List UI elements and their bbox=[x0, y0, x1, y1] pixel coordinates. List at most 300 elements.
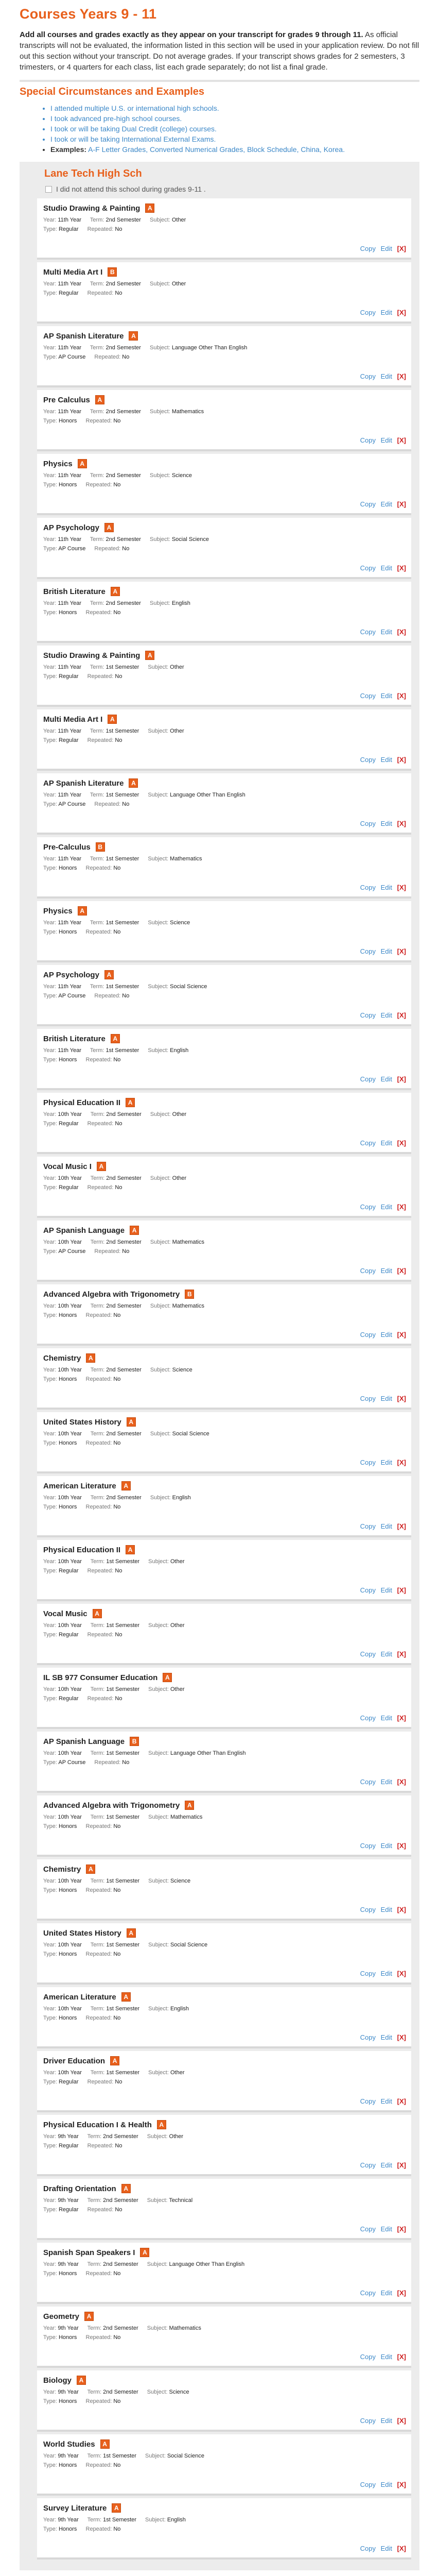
course-actions bbox=[357, 1650, 406, 1658]
term-value: 2nd Semester bbox=[106, 1303, 142, 1309]
course-meta-row-1 bbox=[43, 726, 407, 736]
delete-link[interactable]: [X] bbox=[397, 1267, 406, 1275]
year-label: Year: bbox=[43, 2070, 57, 2076]
type-value: Regular bbox=[58, 1121, 79, 1127]
copy-link[interactable]: Copy bbox=[360, 1075, 376, 1083]
subject-label: Subject: bbox=[148, 984, 169, 990]
copy-link[interactable]: Copy bbox=[360, 628, 376, 636]
edit-link[interactable]: Edit bbox=[380, 1522, 393, 1530]
course-meta-row-2 bbox=[43, 2077, 407, 2087]
edit-link[interactable]: Edit bbox=[380, 1203, 393, 1211]
type-label: Type: bbox=[43, 1887, 57, 1893]
course-actions bbox=[357, 1139, 406, 1147]
edit-link[interactable]: Edit bbox=[380, 692, 393, 700]
course-title-row bbox=[43, 906, 407, 916]
delete-link[interactable]: [X] bbox=[397, 1011, 406, 1019]
edit-link[interactable]: Edit bbox=[380, 309, 393, 316]
course-name: Physical Education II bbox=[43, 1098, 121, 1107]
delete-link[interactable]: [X] bbox=[397, 1650, 406, 1658]
grade-badge: A bbox=[121, 2184, 131, 2193]
course-actions bbox=[357, 884, 406, 891]
course-meta-row-1 bbox=[43, 1812, 407, 1822]
subject-value: Mathematics bbox=[172, 1239, 204, 1245]
subject-value: Science bbox=[171, 472, 192, 479]
term-label: Term: bbox=[90, 1558, 105, 1565]
delete-link[interactable]: [X] bbox=[397, 628, 406, 636]
delete-link[interactable]: [X] bbox=[397, 2161, 406, 2169]
special-item[interactable] bbox=[50, 103, 419, 113]
subject-label: Subject: bbox=[150, 1431, 171, 1437]
term-value: 2nd Semester bbox=[106, 1431, 142, 1437]
edit-link[interactable]: Edit bbox=[380, 500, 393, 508]
grade-badge: A bbox=[163, 1673, 172, 1682]
course-actions bbox=[357, 1970, 406, 1977]
course-actions bbox=[357, 564, 406, 572]
edit-link[interactable]: Edit bbox=[380, 1331, 393, 1338]
course-name: AP Spanish Language bbox=[43, 1226, 125, 1235]
delete-link[interactable]: [X] bbox=[397, 820, 406, 827]
course-meta-row-1 bbox=[43, 2515, 407, 2524]
edit-link[interactable]: Edit bbox=[380, 1395, 393, 1402]
repeated-value: No bbox=[115, 290, 122, 296]
edit-link[interactable]: Edit bbox=[380, 2417, 393, 2425]
course-actions bbox=[357, 2097, 406, 2105]
delete-link[interactable]: [X] bbox=[397, 2225, 406, 2233]
year-label: Year: bbox=[43, 1558, 57, 1565]
special-link-multiple-schools[interactable]: I attended multiple U.S. or international high schools. bbox=[50, 104, 219, 112]
copy-link[interactable]: Copy bbox=[360, 1842, 376, 1850]
edit-link[interactable]: Edit bbox=[380, 756, 393, 764]
repeated-value: No bbox=[115, 1632, 122, 1638]
repeated-label: Repeated: bbox=[87, 2143, 114, 2149]
term-label: Term: bbox=[90, 1686, 105, 1692]
edit-link[interactable]: Edit bbox=[380, 1459, 393, 1466]
repeated-label: Repeated: bbox=[87, 1696, 114, 1702]
repeated-label: Repeated: bbox=[85, 1312, 112, 1318]
delete-link[interactable]: [X] bbox=[397, 1778, 406, 1786]
edit-link[interactable]: Edit bbox=[380, 2225, 393, 2233]
delete-link[interactable]: [X] bbox=[397, 1842, 406, 1850]
delete-link[interactable]: [X] bbox=[397, 1522, 406, 1530]
course-title-row bbox=[43, 1290, 407, 1299]
delete-link[interactable]: [X] bbox=[397, 947, 406, 955]
year-label: Year: bbox=[43, 2517, 57, 2523]
term-label: Term: bbox=[90, 984, 104, 990]
delete-link[interactable]: [X] bbox=[397, 245, 406, 252]
course-card bbox=[37, 1987, 411, 2048]
copy-link[interactable]: Copy bbox=[360, 1395, 376, 1402]
delete-link[interactable]: [X] bbox=[397, 756, 406, 764]
repeated-label: Repeated: bbox=[85, 2462, 112, 2468]
copy-link[interactable]: Copy bbox=[360, 2545, 376, 2552]
course-name: Multi Media Art I bbox=[43, 267, 103, 277]
delete-link[interactable]: [X] bbox=[397, 1203, 406, 1211]
repeated-value: No bbox=[113, 1376, 121, 1382]
copy-link[interactable]: Copy bbox=[360, 1778, 376, 1786]
copy-link[interactable]: Copy bbox=[360, 1586, 376, 1594]
repeated-value: No bbox=[113, 2462, 121, 2468]
term-label: Term: bbox=[87, 2197, 102, 2204]
special-item[interactable] bbox=[50, 124, 419, 134]
copy-link[interactable]: Copy bbox=[360, 1522, 376, 1530]
type-value: Regular bbox=[58, 2207, 79, 2213]
repeated-value: No bbox=[113, 1504, 121, 1510]
edit-link[interactable]: Edit bbox=[380, 1075, 393, 1083]
delete-link[interactable]: [X] bbox=[397, 500, 406, 508]
course-title-row bbox=[43, 587, 407, 596]
year-label: Year: bbox=[43, 984, 57, 990]
repeated-value: No bbox=[115, 673, 122, 680]
delete-link[interactable]: [X] bbox=[397, 1906, 406, 1913]
type-label: Type: bbox=[43, 1823, 57, 1829]
copy-link[interactable]: Copy bbox=[360, 1714, 376, 1722]
term-label: Term: bbox=[90, 1047, 104, 1054]
type-value: Honors bbox=[58, 1440, 77, 1446]
copy-link[interactable]: Copy bbox=[360, 2161, 376, 2169]
grade-badge: A bbox=[93, 1609, 102, 1618]
repeated-value: No bbox=[113, 609, 121, 616]
course-card bbox=[37, 198, 411, 260]
course-title-row bbox=[43, 459, 407, 468]
copy-link[interactable]: Copy bbox=[360, 436, 376, 444]
edit-link[interactable]: Edit bbox=[380, 245, 393, 252]
copy-link[interactable]: Copy bbox=[360, 2097, 376, 2105]
course-meta-row-1 bbox=[43, 1621, 407, 1630]
course-meta-row-2 bbox=[43, 1375, 407, 1384]
repeated-value: No bbox=[113, 929, 121, 935]
subject-label: Subject: bbox=[147, 2261, 168, 2267]
subject-value: Mathematics bbox=[170, 856, 202, 862]
grade-badge: A bbox=[111, 587, 120, 596]
edit-link[interactable]: Edit bbox=[380, 2033, 393, 2041]
subject-value: Mathematics bbox=[171, 409, 204, 415]
course-card bbox=[37, 709, 411, 771]
grade-badge: B bbox=[185, 1290, 194, 1299]
delete-link[interactable]: [X] bbox=[397, 2417, 406, 2425]
edit-link[interactable]: Edit bbox=[380, 372, 393, 380]
year-value: 10th Year bbox=[58, 1367, 82, 1373]
delete-link[interactable]: [X] bbox=[397, 309, 406, 316]
subject-value: Mathematics bbox=[170, 1814, 203, 1820]
term-value: 2nd Semester bbox=[106, 409, 141, 415]
term-value: 2nd Semester bbox=[106, 1175, 142, 1181]
grade-badge: A bbox=[121, 1481, 131, 1490]
delete-link[interactable]: [X] bbox=[397, 1586, 406, 1594]
delete-link[interactable]: [X] bbox=[397, 1395, 406, 1402]
year-value: 11th Year bbox=[58, 792, 82, 798]
edit-link[interactable]: Edit bbox=[380, 1778, 393, 1786]
copy-link[interactable]: Copy bbox=[360, 692, 376, 700]
edit-link[interactable]: Edit bbox=[380, 1714, 393, 1722]
grade-badge: A bbox=[95, 395, 104, 404]
subject-value: Other bbox=[170, 664, 184, 670]
copy-link[interactable]: Copy bbox=[360, 1267, 376, 1275]
edit-link[interactable]: Edit bbox=[380, 2097, 393, 2105]
subject-value: Social Science bbox=[167, 2453, 204, 2459]
edit-link[interactable]: Edit bbox=[380, 2481, 393, 2488]
type-label: Type: bbox=[43, 2334, 57, 2341]
course-name: United States History bbox=[43, 1417, 121, 1427]
course-name: Physical Education I & Health bbox=[43, 2120, 152, 2129]
edit-link[interactable]: Edit bbox=[380, 2161, 393, 2169]
term-label: Term: bbox=[90, 281, 104, 287]
examples-label: Examples: bbox=[50, 145, 87, 154]
course-meta-row-1 bbox=[43, 1685, 407, 1694]
copy-link[interactable]: Copy bbox=[360, 2289, 376, 2297]
edit-link[interactable]: Edit bbox=[380, 2545, 393, 2552]
edit-link[interactable]: Edit bbox=[380, 1906, 393, 1913]
grade-badge: A bbox=[86, 1353, 95, 1363]
edit-link[interactable]: Edit bbox=[380, 436, 393, 444]
term-value: 1st Semester bbox=[106, 792, 139, 798]
term-label: Term: bbox=[90, 1303, 105, 1309]
course-meta-row-2 bbox=[43, 736, 407, 745]
delete-link[interactable]: [X] bbox=[397, 692, 406, 700]
year-label: Year: bbox=[43, 1495, 57, 1501]
course-meta-row-2 bbox=[43, 352, 407, 362]
grade-badge: A bbox=[145, 651, 154, 660]
course-name: Pre Calculus bbox=[43, 395, 90, 404]
year-label: Year: bbox=[43, 2389, 57, 2395]
special-link-pre-high-school[interactable]: I took advanced pre-high school courses. bbox=[50, 114, 182, 123]
course-title-row bbox=[43, 2120, 407, 2129]
repeated-label: Repeated: bbox=[87, 2079, 114, 2085]
not-attend-checkbox[interactable] bbox=[45, 186, 52, 193]
term-value: 2nd Semester bbox=[106, 1367, 142, 1373]
edit-link[interactable]: Edit bbox=[380, 2289, 393, 2297]
term-value: 2nd Semester bbox=[106, 1111, 142, 1117]
course-meta-row-1 bbox=[43, 2068, 407, 2077]
course-card bbox=[37, 1732, 411, 1793]
term-label: Term: bbox=[90, 1367, 105, 1373]
course-name: American Literature bbox=[43, 1481, 116, 1490]
subject-value: Other bbox=[169, 2133, 184, 2140]
term-value: 2nd Semester bbox=[103, 2197, 138, 2204]
term-value: 1st Semester bbox=[103, 2453, 136, 2459]
type-label: Type: bbox=[43, 737, 57, 743]
course-name: Advanced Algebra with Trigonometry bbox=[43, 1801, 180, 1810]
year-label: Year: bbox=[43, 2133, 57, 2140]
delete-link[interactable]: [X] bbox=[397, 1075, 406, 1083]
course-actions bbox=[357, 1714, 406, 1722]
edit-link[interactable]: Edit bbox=[380, 2353, 393, 2361]
delete-link[interactable]: [X] bbox=[397, 372, 406, 380]
delete-link[interactable]: [X] bbox=[397, 1970, 406, 1977]
course-actions bbox=[357, 756, 406, 764]
delete-link[interactable]: [X] bbox=[397, 2097, 406, 2105]
year-value: 10th Year bbox=[58, 1495, 82, 1501]
special-item[interactable] bbox=[50, 134, 419, 144]
edit-link[interactable]: Edit bbox=[380, 1842, 393, 1850]
delete-link[interactable]: [X] bbox=[397, 1459, 406, 1466]
edit-link[interactable]: Edit bbox=[380, 628, 393, 636]
copy-link[interactable]: Copy bbox=[360, 820, 376, 827]
edit-link[interactable]: Edit bbox=[380, 1267, 393, 1275]
repeated-label: Repeated: bbox=[85, 1504, 112, 1510]
year-value: 10th Year bbox=[58, 1942, 82, 1948]
special-link-external-exams[interactable]: I took or will be taking International External Exams. bbox=[50, 135, 216, 143]
course-meta-row-2 bbox=[43, 1247, 407, 1256]
edit-link[interactable]: Edit bbox=[380, 564, 393, 572]
copy-link[interactable]: Copy bbox=[360, 1970, 376, 1977]
edit-link[interactable]: Edit bbox=[380, 1586, 393, 1594]
course-card bbox=[37, 1348, 411, 1410]
term-value: 1st Semester bbox=[106, 920, 139, 926]
copy-link[interactable]: Copy bbox=[360, 372, 376, 380]
copy-link[interactable]: Copy bbox=[360, 2353, 376, 2361]
subject-value: English bbox=[170, 2006, 189, 2012]
course-meta-row-2 bbox=[43, 1886, 407, 1895]
term-value: 1st Semester bbox=[106, 1686, 140, 1692]
copy-link[interactable]: Copy bbox=[360, 1139, 376, 1147]
year-value: 10th Year bbox=[58, 1622, 82, 1629]
type-value: Honors bbox=[58, 2462, 77, 2468]
course-card bbox=[37, 1923, 411, 1985]
repeated-label: Repeated: bbox=[87, 226, 114, 232]
course-title-row bbox=[43, 1353, 407, 1363]
year-label: Year: bbox=[43, 1942, 57, 1948]
type-value: Regular bbox=[58, 2143, 79, 2149]
copy-link[interactable]: Copy bbox=[360, 756, 376, 764]
special-link-dual-credit[interactable]: I took or will be taking Dual Credit (college) courses. bbox=[50, 125, 217, 133]
delete-link[interactable]: [X] bbox=[397, 884, 406, 891]
year-label: Year: bbox=[43, 2197, 57, 2204]
type-value: AP Course bbox=[58, 993, 86, 999]
course-meta-row-2 bbox=[43, 1055, 407, 1064]
course-actions bbox=[357, 2289, 406, 2297]
copy-link[interactable]: Copy bbox=[360, 947, 376, 955]
year-value: 10th Year bbox=[58, 1431, 82, 1437]
grade-badge: A bbox=[78, 906, 87, 916]
edit-link[interactable]: Edit bbox=[380, 1650, 393, 1658]
repeated-value: No bbox=[115, 2207, 122, 2213]
type-value: Honors bbox=[58, 1376, 77, 1382]
course-name: AP Psychology bbox=[43, 523, 99, 532]
delete-link[interactable]: [X] bbox=[397, 1714, 406, 1722]
examples-links[interactable]: A-F Letter Grades, Converted Numerical Grades, Block Schedule, China, Korea. bbox=[88, 145, 345, 154]
course-title-row bbox=[43, 2312, 407, 2321]
delete-link[interactable]: [X] bbox=[397, 2481, 406, 2488]
copy-link[interactable]: Copy bbox=[360, 2481, 376, 2488]
course-actions bbox=[357, 2353, 406, 2361]
subject-label: Subject: bbox=[150, 1495, 171, 1501]
grade-badge: B bbox=[130, 1737, 139, 1746]
copy-link[interactable]: Copy bbox=[360, 1203, 376, 1211]
delete-link[interactable]: [X] bbox=[397, 436, 406, 444]
subject-label: Subject: bbox=[147, 2133, 168, 2140]
copy-link[interactable]: Copy bbox=[360, 884, 376, 891]
course-actions bbox=[357, 2033, 406, 2041]
subject-value: Science bbox=[172, 1367, 192, 1373]
term-label: Term: bbox=[90, 1814, 105, 1820]
term-label: Term: bbox=[87, 2517, 102, 2523]
course-title-row bbox=[43, 778, 407, 788]
delete-link[interactable]: [X] bbox=[397, 2289, 406, 2297]
year-value: 10th Year bbox=[58, 2070, 82, 2076]
course-title-row bbox=[43, 1673, 407, 1682]
delete-link[interactable]: [X] bbox=[397, 1139, 406, 1147]
term-value: 2nd Semester bbox=[106, 217, 141, 223]
grade-badge: A bbox=[84, 2312, 94, 2321]
copy-link[interactable]: Copy bbox=[360, 1906, 376, 1913]
copy-link[interactable]: Copy bbox=[360, 1011, 376, 1019]
edit-link[interactable]: Edit bbox=[380, 947, 393, 955]
special-item[interactable] bbox=[50, 113, 419, 124]
copy-link[interactable]: Copy bbox=[360, 2225, 376, 2233]
course-card bbox=[37, 837, 411, 899]
copy-link[interactable]: Copy bbox=[360, 309, 376, 316]
course-meta-row-1 bbox=[43, 2196, 407, 2205]
repeated-value: No bbox=[122, 1759, 130, 1766]
subject-value: Other bbox=[171, 281, 186, 287]
edit-link[interactable]: Edit bbox=[380, 1970, 393, 1977]
type-label: Type: bbox=[43, 1440, 57, 1446]
edit-link[interactable]: Edit bbox=[380, 884, 393, 891]
course-name: World Studies bbox=[43, 2439, 95, 2449]
course-meta-row-1 bbox=[43, 2387, 407, 2397]
copy-link[interactable]: Copy bbox=[360, 2033, 376, 2041]
course-name: Advanced Algebra with Trigonometry bbox=[43, 1290, 180, 1299]
year-value: 11th Year bbox=[58, 409, 82, 415]
year-value: 11th Year bbox=[58, 664, 82, 670]
not-attend-option[interactable] bbox=[45, 185, 411, 193]
course-title-row bbox=[43, 1865, 407, 1874]
course-title-row bbox=[43, 395, 407, 404]
type-label: Type: bbox=[43, 2143, 57, 2149]
delete-link[interactable]: [X] bbox=[397, 2545, 406, 2552]
course-actions bbox=[357, 500, 406, 508]
course-card bbox=[37, 1476, 411, 1537]
course-meta-row-1 bbox=[43, 1174, 407, 1183]
copy-link[interactable]: Copy bbox=[360, 1331, 376, 1338]
subject-label: Subject: bbox=[150, 281, 170, 287]
type-value: Regular bbox=[58, 1568, 79, 1574]
copy-link[interactable]: Copy bbox=[360, 564, 376, 572]
term-label: Term: bbox=[90, 920, 104, 926]
course-actions bbox=[357, 2161, 406, 2169]
grade-badge: A bbox=[145, 204, 154, 213]
delete-link[interactable]: [X] bbox=[397, 2353, 406, 2361]
course-meta-row-2 bbox=[43, 863, 407, 873]
course-actions bbox=[357, 1778, 406, 1786]
term-value: 2nd Semester bbox=[106, 1495, 142, 1501]
edit-link[interactable]: Edit bbox=[380, 1011, 393, 1019]
course-actions bbox=[357, 1011, 406, 1019]
edit-link[interactable]: Edit bbox=[380, 1139, 393, 1147]
course-meta-row-2 bbox=[43, 2269, 407, 2278]
edit-link[interactable]: Edit bbox=[380, 820, 393, 827]
copy-link[interactable]: Copy bbox=[360, 500, 376, 508]
term-value: 1st Semester bbox=[106, 1878, 140, 1884]
copy-link[interactable]: Copy bbox=[360, 245, 376, 252]
delete-link[interactable]: [X] bbox=[397, 564, 406, 572]
delete-link[interactable]: [X] bbox=[397, 2033, 406, 2041]
course-actions bbox=[357, 1203, 406, 1211]
course-card bbox=[37, 1029, 411, 1090]
year-label: Year: bbox=[43, 920, 57, 926]
term-label: Term: bbox=[90, 472, 104, 479]
grade-badge: A bbox=[129, 331, 138, 341]
subject-value: Other bbox=[171, 217, 186, 223]
repeated-label: Repeated: bbox=[87, 290, 114, 296]
repeated-label: Repeated: bbox=[85, 1057, 112, 1063]
copy-link[interactable]: Copy bbox=[360, 1459, 376, 1466]
type-value: Honors bbox=[58, 1887, 77, 1893]
copy-link[interactable]: Copy bbox=[360, 1650, 376, 1658]
delete-link[interactable]: [X] bbox=[397, 1331, 406, 1338]
copy-link[interactable]: Copy bbox=[360, 2417, 376, 2425]
course-title-row bbox=[43, 2439, 407, 2449]
